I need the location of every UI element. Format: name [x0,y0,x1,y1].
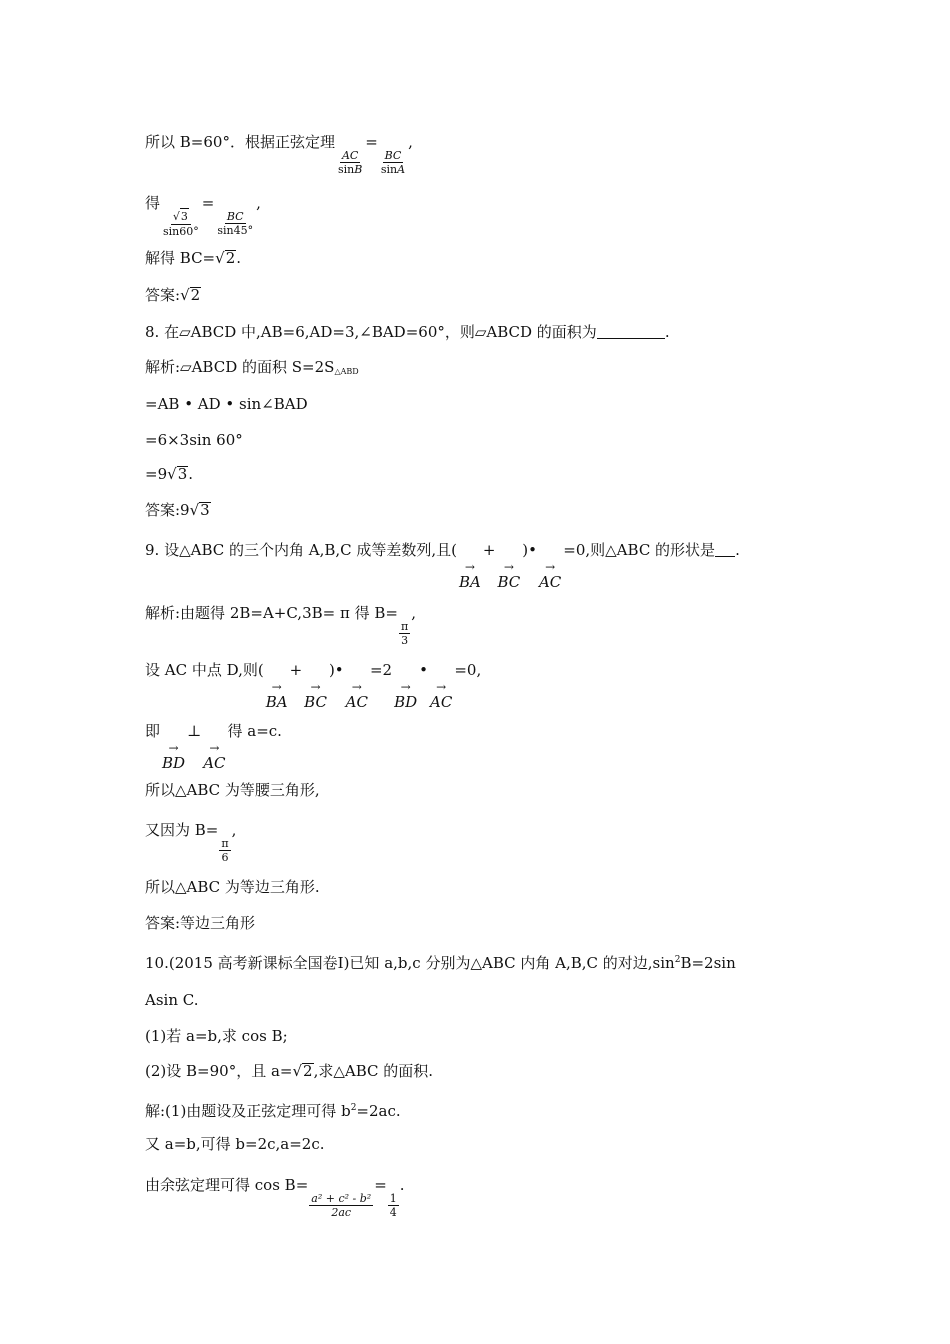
fraction-pi-6: $\frac{\pi}{6}$ [221,837,229,864]
sqrt-symbol: √3 [167,465,188,483]
line-step-3: =9√3. [145,465,194,483]
line-b-pi6: 又因为 B= $\frac{\pi}{6}$ , [145,821,237,864]
vector-bc: → BC [304,680,327,711]
sqrt-symbol: √3 [172,210,188,223]
vector-ac: → AC [538,560,562,591]
line-cosine-law: 由余弦定理可得 cos B= $\frac{\text{a² + c² - b²}}{2ac}$ = $\frac{1}{4}$ . [145,1176,405,1219]
sqrt-symbol: √3 [189,501,210,519]
line-solution-10: 解:(1)由题设及正弦定理可得 $b^2=2ac$. [145,1102,401,1120]
vector-ac: → AC [430,680,453,711]
fraction-1-4: $\frac{1}{4}$ [389,1192,397,1219]
question-10: 10.(2015 高考新课标全国卷Ⅰ)已知 a,b,c 分别为△ABC 内角 A,B,C 的对边$,\sin^2B=2\sin$ [145,954,736,972]
line-b-2c: 又 a=b,可得 b=2c,a=2c. [145,1135,325,1153]
fraction-cosine: $\frac{\text{a² + c² - b²}}{2ac}$ [311,1192,372,1219]
sqrt-symbol: √2 [215,249,236,267]
fraction-bc-sina: $\frac{BC}{\sin A}$ [380,149,406,176]
vector-ba: → BA [265,680,288,711]
line-solution-9: 解析:由题得 2B=A+C,3B= π 得 B= $\frac{\pi}{3}$ , [145,604,416,647]
line-equilateral: 所以△ABC 为等边三角形. [145,878,320,896]
question-10-part2: (2)设 B=90°，且 a=√2,求△ABC 的面积. [145,1062,434,1080]
fraction-sqrt3-sin60: $\frac{√3}{\sin 60^\circ}$ [163,210,199,238]
vector-ba: → BA [459,560,481,591]
question-10-cont: Asin C. [145,991,199,1009]
line-substitution: 得 $\frac{√3}{\sin 60^\circ}$ = $\frac{BC}{\sin 45^\circ}$ , [145,194,261,238]
line-solution-8: 解析:▱ABCD 的面积 $S=2S_{\triangle ABD}$ [145,358,359,376]
line-isosceles: 所以△ABC 为等腰三角形, [145,781,320,799]
vector-bd: → BD [394,680,418,711]
vector-bd: → BD [162,741,186,772]
fraction-ac-sinb: $\frac{AC}{\sin B}$ [337,149,363,176]
question-10-part1: (1)若 a=b,求 cos B; [145,1027,288,1045]
line-step-2: =6×3sin 60° [145,431,243,449]
line-sine-law: 所以 B=60°．根据正弦定理 $\frac{AC}{\sin B}$ = $\frac{BC}{\sin A}$ , [145,133,413,176]
line-answer-8: 答案:9√3 [145,501,210,519]
sqrt-symbol: √2 [180,286,201,304]
question-8: 8. 在▱ABCD 中,AB=6,AD=3,∠BAD=60°，则▱ABCD 的面积为 . [145,323,670,341]
vector-ac: → AC [345,680,368,711]
answer-blank [597,324,665,339]
question-9: 9. 设△ABC 的三个内角 A,B,C 成等差数列,且( → BA + → BC )• → AC =0,则△ABC 的形状是 . [145,541,740,591]
line-perpendicular: 即 → BD ⊥ → AC 得 a=c. [145,722,282,772]
line-solve-bc: 解得 BC=√2. [145,249,242,267]
line-answer-9: 答案:等边三角形 [145,914,256,932]
answer-blank [715,542,735,557]
vector-bc: → BC [497,560,521,591]
vector-ac: → AC [203,741,226,772]
line-answer-7: 答案:√2 [145,286,201,304]
fraction-pi-3: $\frac{\pi}{3}$ [400,620,409,647]
sqrt-symbol: √2 [292,1062,313,1080]
line-midpoint: 设 AC 中点 D,则( → BA + → BC )• → AC =2 → BD • → AC =0, [145,661,482,711]
fraction-bc-sin45: $\frac{BC}{\sin 45^\circ}$ [217,210,254,237]
line-step-1: =AB • AD • sin∠BAD [145,395,308,413]
